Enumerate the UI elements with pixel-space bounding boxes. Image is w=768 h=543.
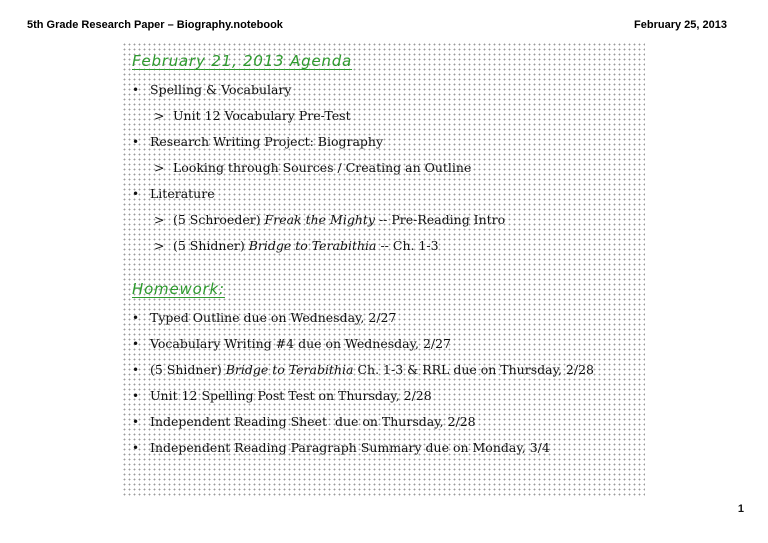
homework-item: [132, 362, 594, 377]
arrow-icon: >: [154, 238, 165, 253]
agenda-subitem-prefix: (5 Shidner): [173, 238, 249, 253]
agenda-subitem: [154, 238, 439, 253]
homework-item-label: Typed Outline due on Wednesday, 2/27: [150, 310, 397, 325]
agenda-subitem: [154, 108, 351, 123]
arrow-icon: >: [154, 212, 165, 227]
document-title: 5th Grade Research Paper – Biography.notebook: [27, 19, 283, 31]
agenda-subitem-suffix: -- Pre-Reading Intro: [374, 212, 506, 227]
homework-item-label: Vocabulary Writing #4 due on Wednesday, 2/27: [150, 336, 452, 351]
bullet-icon: •: [132, 415, 140, 429]
agenda-item-label: Research Writing Project: Biography: [150, 134, 384, 149]
bullet-icon: •: [132, 441, 140, 455]
arrow-icon: >: [154, 160, 165, 175]
agenda-subitem-suffix: -- Ch. 1-3: [376, 238, 439, 253]
bullet-icon: •: [132, 83, 140, 97]
page-number: 1: [737, 503, 744, 515]
bullet-icon: •: [132, 363, 140, 377]
homework-item-suffix: Ch. 1-3 & RRL due on Thursday, 2/28: [353, 362, 594, 377]
homework-item-label: Unit 12 Spelling Post Test on Thursday, 2/28: [150, 388, 432, 403]
agenda-subitem-prefix: (5 Schroeder): [173, 212, 265, 227]
agenda-subitem: [154, 160, 471, 175]
homework-item: [132, 310, 396, 325]
agenda-item-label: Spelling & Vocabulary: [150, 82, 292, 97]
homework-item: [132, 440, 550, 455]
agenda-item-label: Literature: [150, 186, 215, 201]
agenda-subitem-label: Looking through Sources / Creating an Outline: [173, 160, 472, 175]
agenda-subitem-label: Unit 12 Vocabulary Pre-Test: [173, 108, 351, 123]
agenda-item: [132, 134, 383, 149]
homework-item: [132, 336, 451, 351]
book-title: Freak the Mighty: [264, 212, 375, 227]
homework-item-prefix: (5 Shidner): [150, 362, 226, 377]
agenda-item: [132, 82, 291, 97]
book-title: Bridge to Terabithia: [225, 362, 354, 377]
bullet-icon: •: [132, 337, 140, 351]
bullet-icon: •: [132, 135, 140, 149]
homework-item: [132, 388, 432, 403]
agenda-heading: February 21, 2013 Agenda: [132, 52, 353, 70]
agenda-subitem: [154, 212, 505, 227]
document-date: February 25, 2013: [634, 19, 727, 31]
homework-heading: Homework:: [132, 280, 225, 298]
homework-item-label: Independent Reading Sheet due on Thursday, 2/28: [150, 414, 476, 429]
bullet-icon: •: [132, 311, 140, 325]
bullet-icon: •: [132, 389, 140, 403]
book-title: Bridge to Terabithia: [248, 238, 377, 253]
arrow-icon: >: [154, 108, 165, 123]
homework-item-label: Independent Reading Paragraph Summary due on Monday, 3/4: [150, 440, 550, 455]
bullet-icon: •: [132, 187, 140, 201]
homework-item: [132, 414, 476, 429]
agenda-item: [132, 186, 215, 201]
